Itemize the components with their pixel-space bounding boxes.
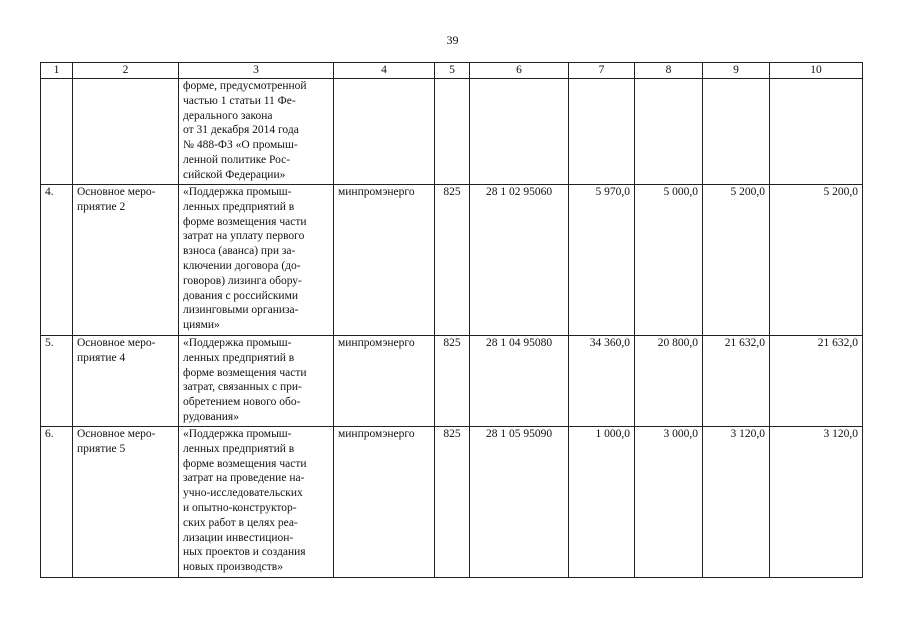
grbs-code: 825 (435, 336, 470, 427)
kbk-code: 28 1 02 95060 (470, 185, 569, 336)
value-col-8: 3 000,0 (635, 427, 703, 578)
value-col-10: 21 632,0 (770, 336, 863, 427)
program-table (40, 62, 863, 578)
value-col-7: 5 970,0 (569, 185, 635, 336)
row-number (41, 79, 73, 185)
table-row (41, 336, 863, 427)
value-col-10: 3 120,0 (770, 427, 863, 578)
table-row (41, 79, 863, 185)
grbs-code: 825 (435, 427, 470, 578)
header-col-10: 10 (770, 63, 863, 79)
value-col-7: 34 360,0 (569, 336, 635, 427)
header-col-1: 1 (41, 63, 73, 79)
value-col-10: 5 200,0 (770, 185, 863, 336)
header-col-5: 5 (435, 63, 470, 79)
executor: минпромэнерго (334, 336, 435, 427)
header-col-3: 3 (179, 63, 334, 79)
event-name (73, 79, 179, 185)
value-col-9: 3 120,0 (703, 427, 770, 578)
event-description: форме, предусмотренной частью 1 статьи 11 Фе- дерального закона от 31 декабря 2014 года № 488-ФЗ «О промыш- ленной политике Рос- сийской Федерации» (179, 79, 334, 185)
row-number: 5. (41, 336, 73, 427)
header-col-9: 9 (703, 63, 770, 79)
executor: минпромэнерго (334, 427, 435, 578)
header-col-2: 2 (73, 63, 179, 79)
kbk-code: 28 1 05 95090 (470, 427, 569, 578)
event-description: «Поддержка промыш- ленных предприятий в форме возмещения части затрат на уплату первого взноса (аванса) при за- ключении договора (до- говоров) лизинга обору- дования с российскими лизинговыми организа- циями» (179, 185, 334, 336)
header-col-7: 7 (569, 63, 635, 79)
value-col-8: 20 800,0 (635, 336, 703, 427)
value-col-9: 5 200,0 (703, 185, 770, 336)
event-description: «Поддержка промыш- ленных предприятий в форме возмещения части затрат на проведение на- учно-исследовательских и опытно-конструктор- ских работ в целях реа- лизации инвестицион- ных проектов и создания новых производств» (179, 427, 334, 578)
executor: минпромэнерго (334, 185, 435, 336)
value-col-7 (569, 79, 635, 185)
value-col-10 (770, 79, 863, 185)
grbs-code: 825 (435, 185, 470, 336)
header-row (41, 63, 863, 79)
value-col-9: 21 632,0 (703, 336, 770, 427)
row-number: 6. (41, 427, 73, 578)
header-col-4: 4 (334, 63, 435, 79)
page-number: 39 (446, 33, 459, 47)
value-col-9 (703, 79, 770, 185)
grbs-code (435, 79, 470, 185)
kbk-code (470, 79, 569, 185)
header-col-8: 8 (635, 63, 703, 79)
header-col-6: 6 (470, 63, 569, 79)
row-number: 4. (41, 185, 73, 336)
event-name: Основное меро- приятие 5 (73, 427, 179, 578)
value-col-8: 5 000,0 (635, 185, 703, 336)
executor (334, 79, 435, 185)
kbk-code: 28 1 04 95080 (470, 336, 569, 427)
event-description: «Поддержка промыш- ленных предприятий в форме возмещения части затрат, связанных с при- обретением нового обо- рудования» (179, 336, 334, 427)
table-row (41, 427, 863, 578)
event-name: Основное меро- приятие 2 (73, 185, 179, 336)
event-name: Основное меро- приятие 4 (73, 336, 179, 427)
value-col-8 (635, 79, 703, 185)
table-row (41, 185, 863, 336)
value-col-7: 1 000,0 (569, 427, 635, 578)
